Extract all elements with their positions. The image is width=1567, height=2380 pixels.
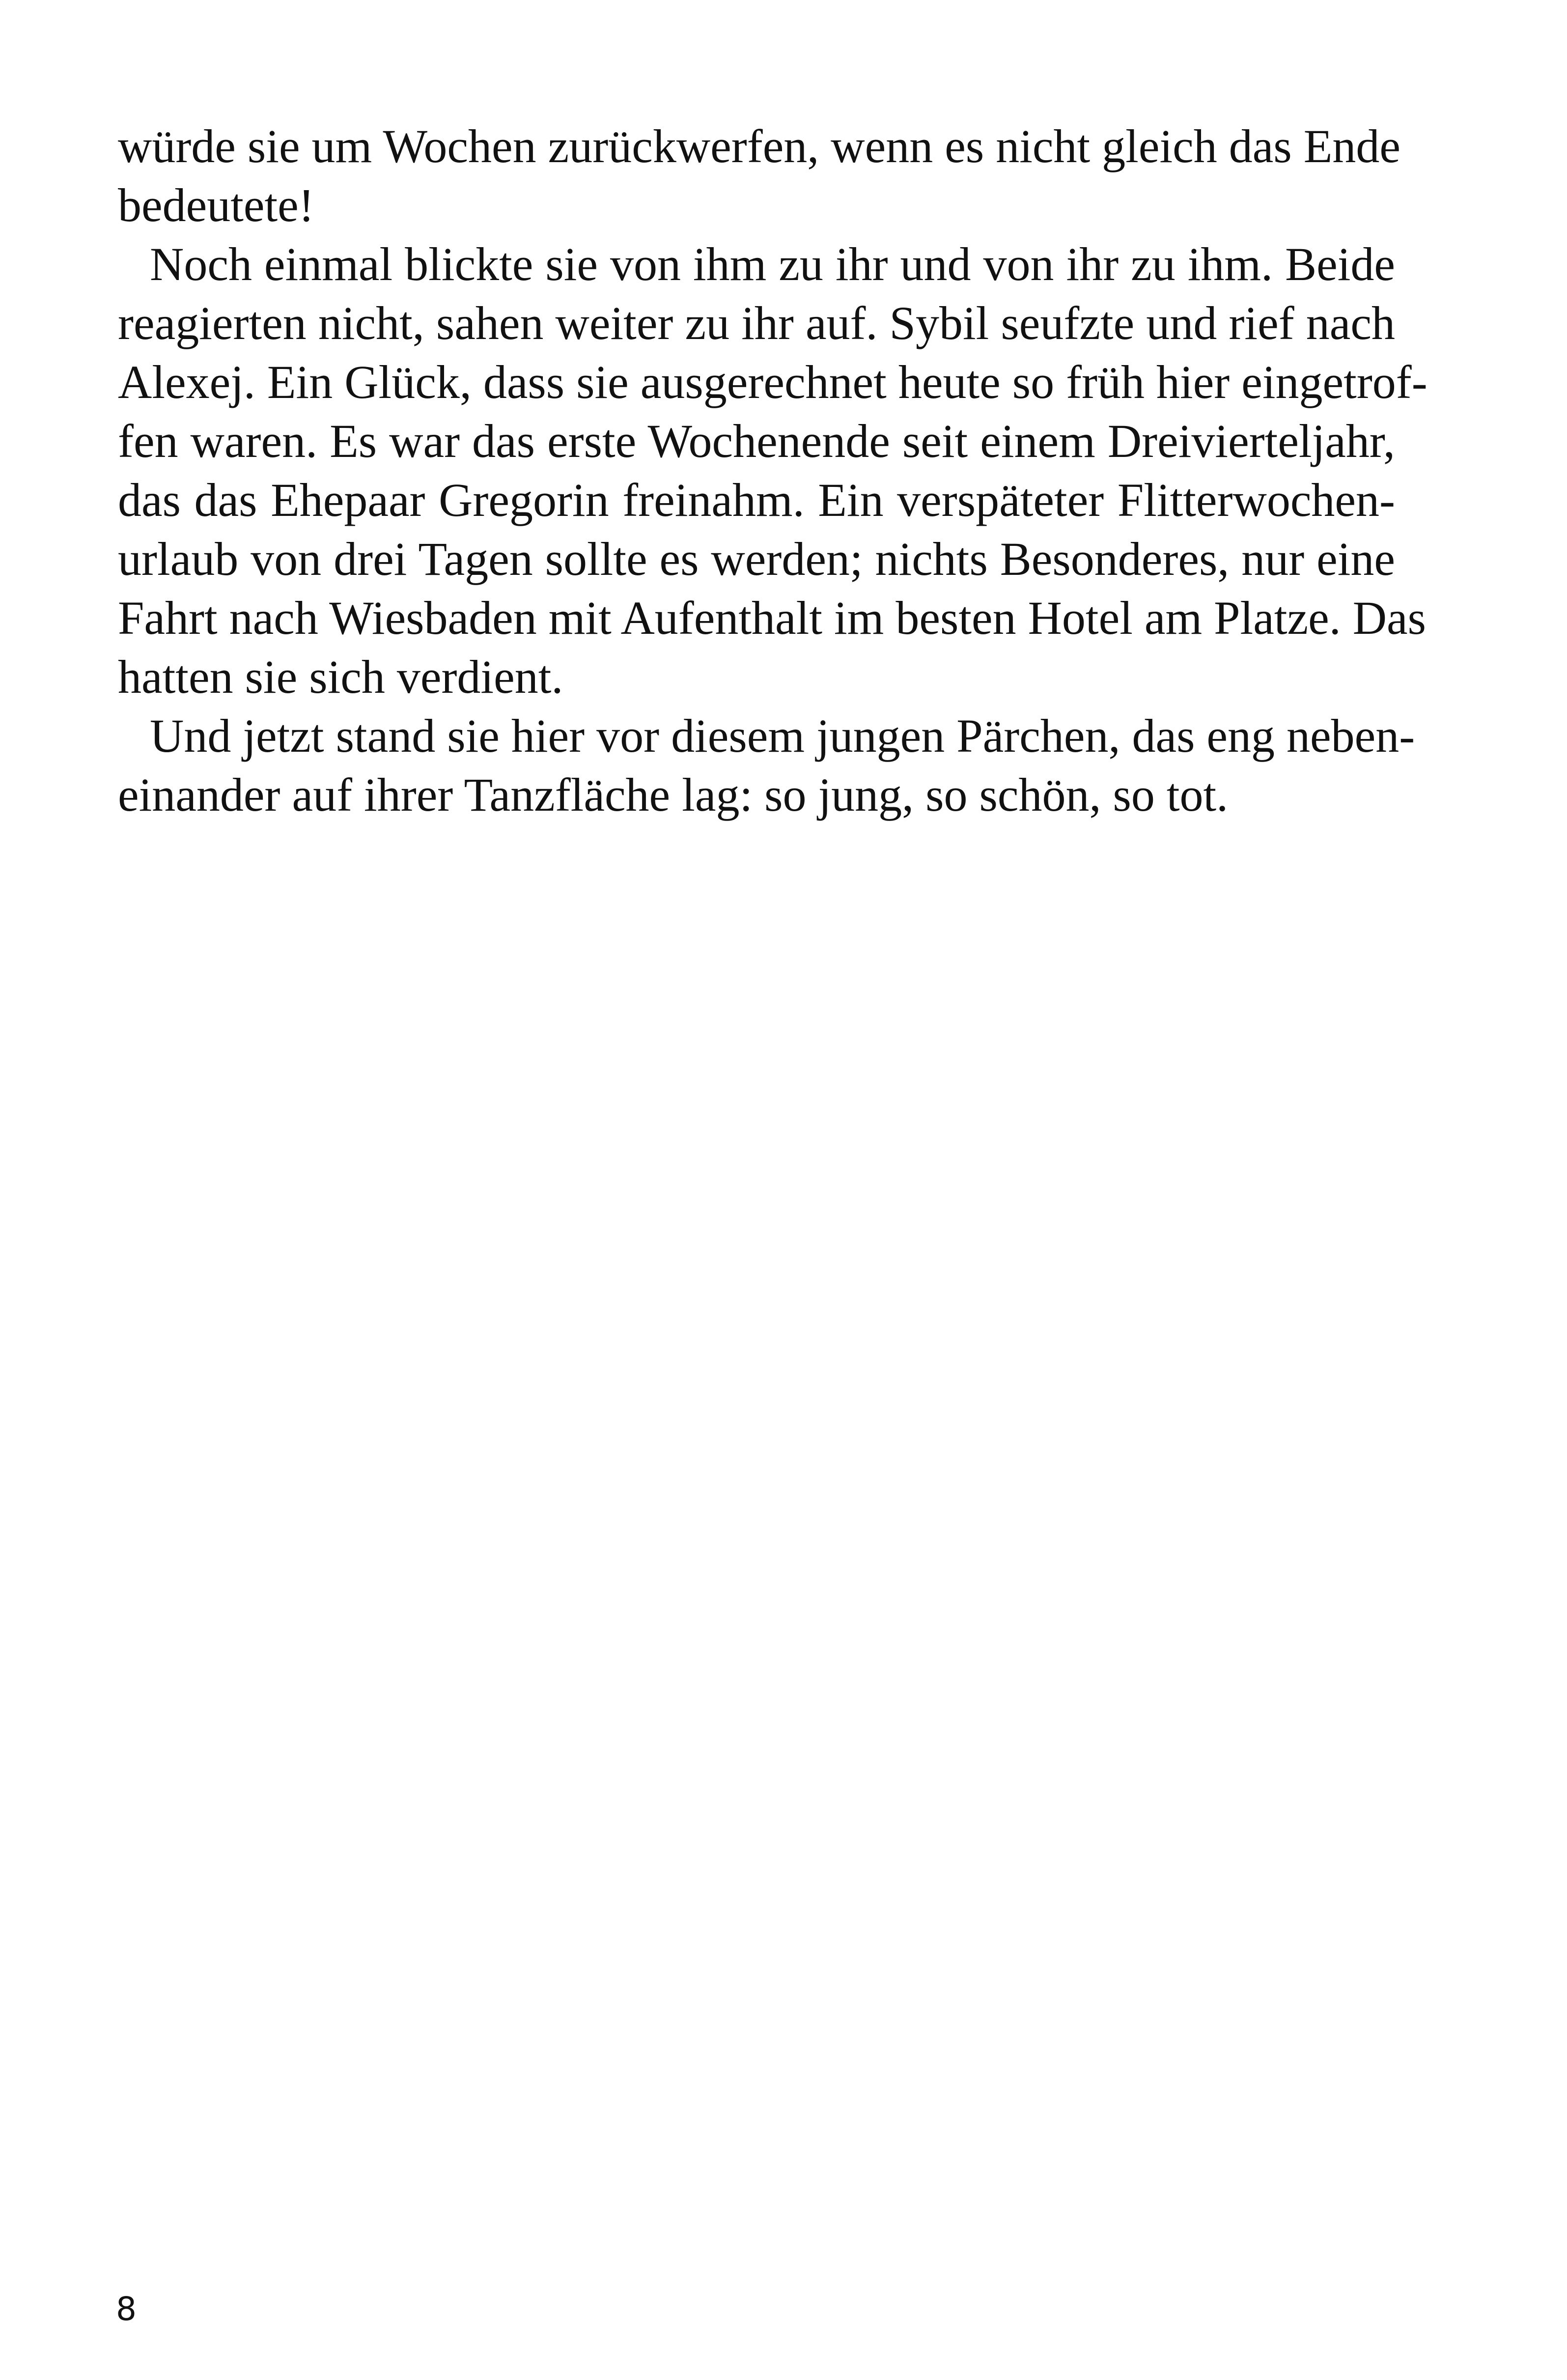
- text-line: würde sie um Wochen zurückwerfen, wenn es nicht gleich das Ende: [118, 120, 1400, 172]
- page-number: 8: [116, 2290, 137, 2328]
- text-line: urlaub von drei Tagen sollte es werden; nichts Besonderes, nur eine: [118, 533, 1395, 585]
- text-line: Noch einmal blickte sie von ihm zu ihr und von ihr zu ihm. Beide: [150, 238, 1395, 290]
- text-line: fen waren. Es war das erste Wochenende seit einem Dreivierteljahr,: [118, 415, 1395, 467]
- text-line: reagierten nicht, sahen weiter zu ihr auf. Sybil seufzte und rief nach: [118, 297, 1395, 349]
- text-line: bedeutete!: [118, 179, 314, 231]
- text-line: hatten sie sich verdient.: [118, 651, 563, 703]
- text-line: Alexej. Ein Glück, dass sie ausgerechnet heute so früh hier eingetrof-: [118, 356, 1427, 408]
- text-line: einander auf ihrer Tanzfläche lag: so jung, so schön, so tot.: [118, 768, 1229, 821]
- text-line: das das Ehepaar Gregorin freinahm. Ein verspäteter Flitterwochen-: [118, 474, 1395, 526]
- text-line: Und jetzt stand sie hier vor diesem jungen Pärchen, das eng neben-: [150, 709, 1415, 762]
- text-line: Fahrt nach Wiesbaden mit Aufenthalt im besten Hotel am Platze. Das: [118, 592, 1427, 644]
- body-text: [118, 117, 1427, 824]
